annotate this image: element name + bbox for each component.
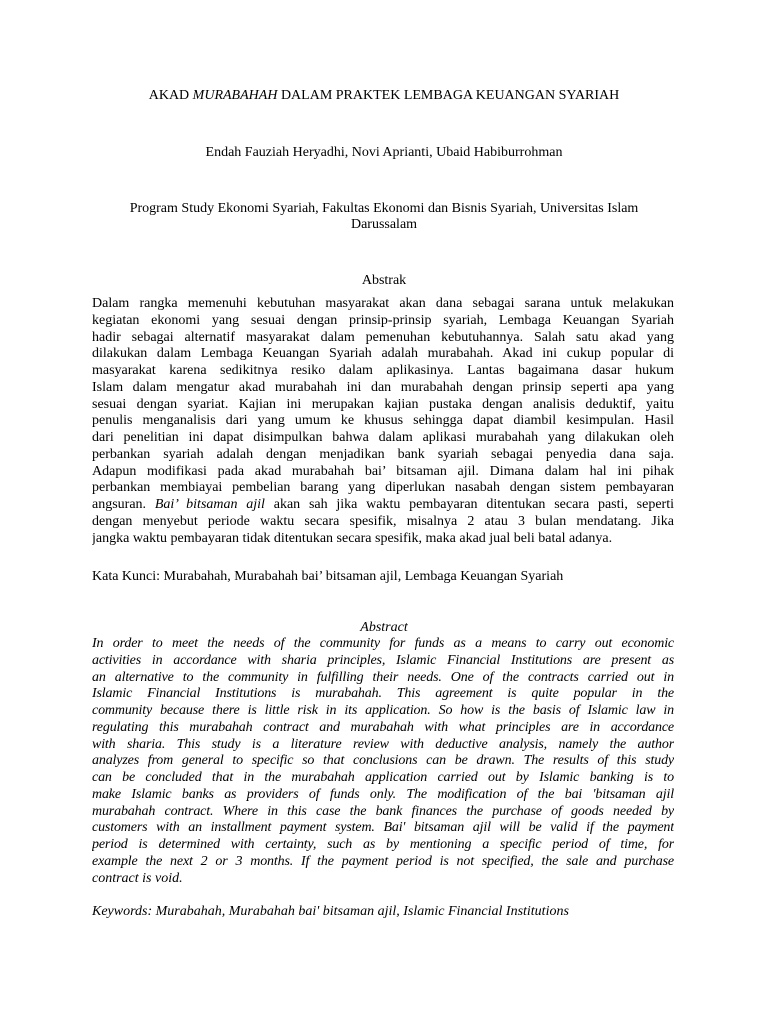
abstract-en-line: period is determined with certainty, such as by mentioning a specific period of time, for <box>92 837 674 852</box>
abstract-id-line: hadir sebagai alternatif masyarakat dalam pemenuhan kebutuhannya. Salah satu akad yang <box>92 329 674 345</box>
abstract-id-line: Adapun modifikasi pada akad murabahah bai’ bitsaman ajil. Dimana dalam hal ini pihak <box>92 463 674 479</box>
abstract-id-line: masyarakat karena sedikitnya resiko dalam aplikasinya. Lantas bagaimana dasar hukum <box>92 363 674 378</box>
title-prefix: AKAD <box>148 88 193 103</box>
abstract-id-line: jangka waktu pembayaran tidak ditentukan secara spesifik, maka akad jual beli batal adanya. <box>92 530 613 546</box>
abstract-heading-id: Abstrak <box>361 273 407 288</box>
abstract-en-line: example the next 2 or 3 months. If the payment period is not specified, the sale and purchase <box>92 853 674 869</box>
line13-suffix: akan sah jika waktu pembayaran ditentukan secara pasti, seperti <box>264 497 674 512</box>
abstract-id-line: dengan menyebut periode waktu secara spesifik, misalnya 2 atau 3 bulan mendatang. Jika <box>92 513 674 529</box>
abstract-en-line: with sharia. This study is a literature review with deductive analysis, namely the author <box>92 736 674 752</box>
abstract-en-line: an alternative to the community in fulfilling their needs. One of the contracts carried out in <box>92 669 674 685</box>
abstract-id-line-13 <box>92 497 674 514</box>
abstract-en-line: murabahah contract. Where in this case the bank finances the purchase of goods needed by <box>92 803 674 819</box>
abstract-id-line: dari penelitian ini dapat disimpulkan bahwa dalam aplikasi murabahah yang dilakukan oleh <box>92 430 674 445</box>
abstract-en-line: analyzes from general to specific so that conclusions can be drawn. The results of this study <box>92 753 674 769</box>
abstract-en-line: regulating this murabahah contract and murabahah with what principles are in accordance <box>92 719 674 735</box>
abstract-id-line: Islam dalam mengatur akad murabahah ini dan murabahah dengan prinsip seperti apa yang <box>92 379 674 395</box>
abstract-id-line: sesuai dengan syariat. Kajian ini merupakan kajian pustaka dengan analisis deduktif, yaitu <box>92 396 674 412</box>
affiliation <box>0 201 768 233</box>
affiliation-line-1: Program Study Ekonomi Syariah, Fakultas Ekonomi dan Bisnis Syariah, Universitas Islam <box>129 201 639 216</box>
abstract-id-line: Dalam rangka memenuhi kebutuhan masyarakat akan dana sebagai sarana untuk melakukan <box>92 296 674 311</box>
line13-italic: Bai’ bitsaman ajil <box>154 497 265 512</box>
abstract-id-line: perbankan syariah adalah dengan menjadikan bank syariah sebagai penyedia dana saja. <box>92 446 674 462</box>
abstract-en-line: community because there is little risk in its application. So how is the basis of Islamic law in <box>92 703 674 718</box>
abstract-en-line: customers with an installment payment system. Bai' bitsaman ajil will be valid if the payment <box>92 820 674 836</box>
abstract-body-en <box>92 636 674 887</box>
abstract-id-line: perbankan membiayai pembelian barang yang diperlukan nasabah dengan sistem pembayaran <box>92 480 674 496</box>
affiliation-line-2: Darussalam <box>350 217 418 232</box>
abstract-en-line: contract is void. <box>92 870 183 886</box>
abstract-body-id <box>92 296 674 547</box>
abstract-id-line: penulis menganalisis dari yang umum ke khusus sehingga dapat diambil kesimpulan. Hasil <box>92 413 674 429</box>
authors: Endah Fauziah Heryadhi, Novi Aprianti, Ubaid Habiburrohman <box>205 145 563 160</box>
abstract-id-line: dilakukan dalam Lembaga Keuangan Syariah adalah murabahah. Akad ini cukup popular di <box>92 346 674 362</box>
abstract-en-line: activities in accordance with sharia principles, Islamic Financial Institutions are present as <box>92 652 674 668</box>
abstract-id-line: kegiatan ekonomi yang sesuai dengan prinsip-prinsip syariah, Lembaga Keuangan Syariah <box>92 312 674 328</box>
line13-prefix: angsuran. <box>92 497 155 512</box>
title-italic: MURABAHAH <box>192 88 278 103</box>
abstract-en-line: make Islamic banks as providers of funds only. The modification of the bai 'bitsaman ajil <box>92 786 674 802</box>
abstract-en-line: can be concluded that in the murabahah application carried out by Islamic banking is to <box>92 770 674 785</box>
title-suffix: DALAM PRAKTEK LEMBAGA KEUANGAN SYARIAH <box>277 88 620 103</box>
keywords-en: Keywords: Murabahah, Murabahah bai' bitsaman ajil, Islamic Financial Institutions <box>92 904 569 919</box>
keywords-id: Kata Kunci: Murabahah, Murabahah bai’ bitsaman ajil, Lembaga Keuangan Syariah <box>92 569 564 584</box>
paper-title <box>0 88 768 104</box>
abstract-en-line: In order to meet the needs of the community for funds as a means to carry out economic <box>92 636 674 651</box>
abstract-heading-en: Abstract <box>360 620 408 635</box>
abstract-en-line: Islamic Financial Institutions is murabahah. This agreement is quite popular in the <box>92 686 674 702</box>
